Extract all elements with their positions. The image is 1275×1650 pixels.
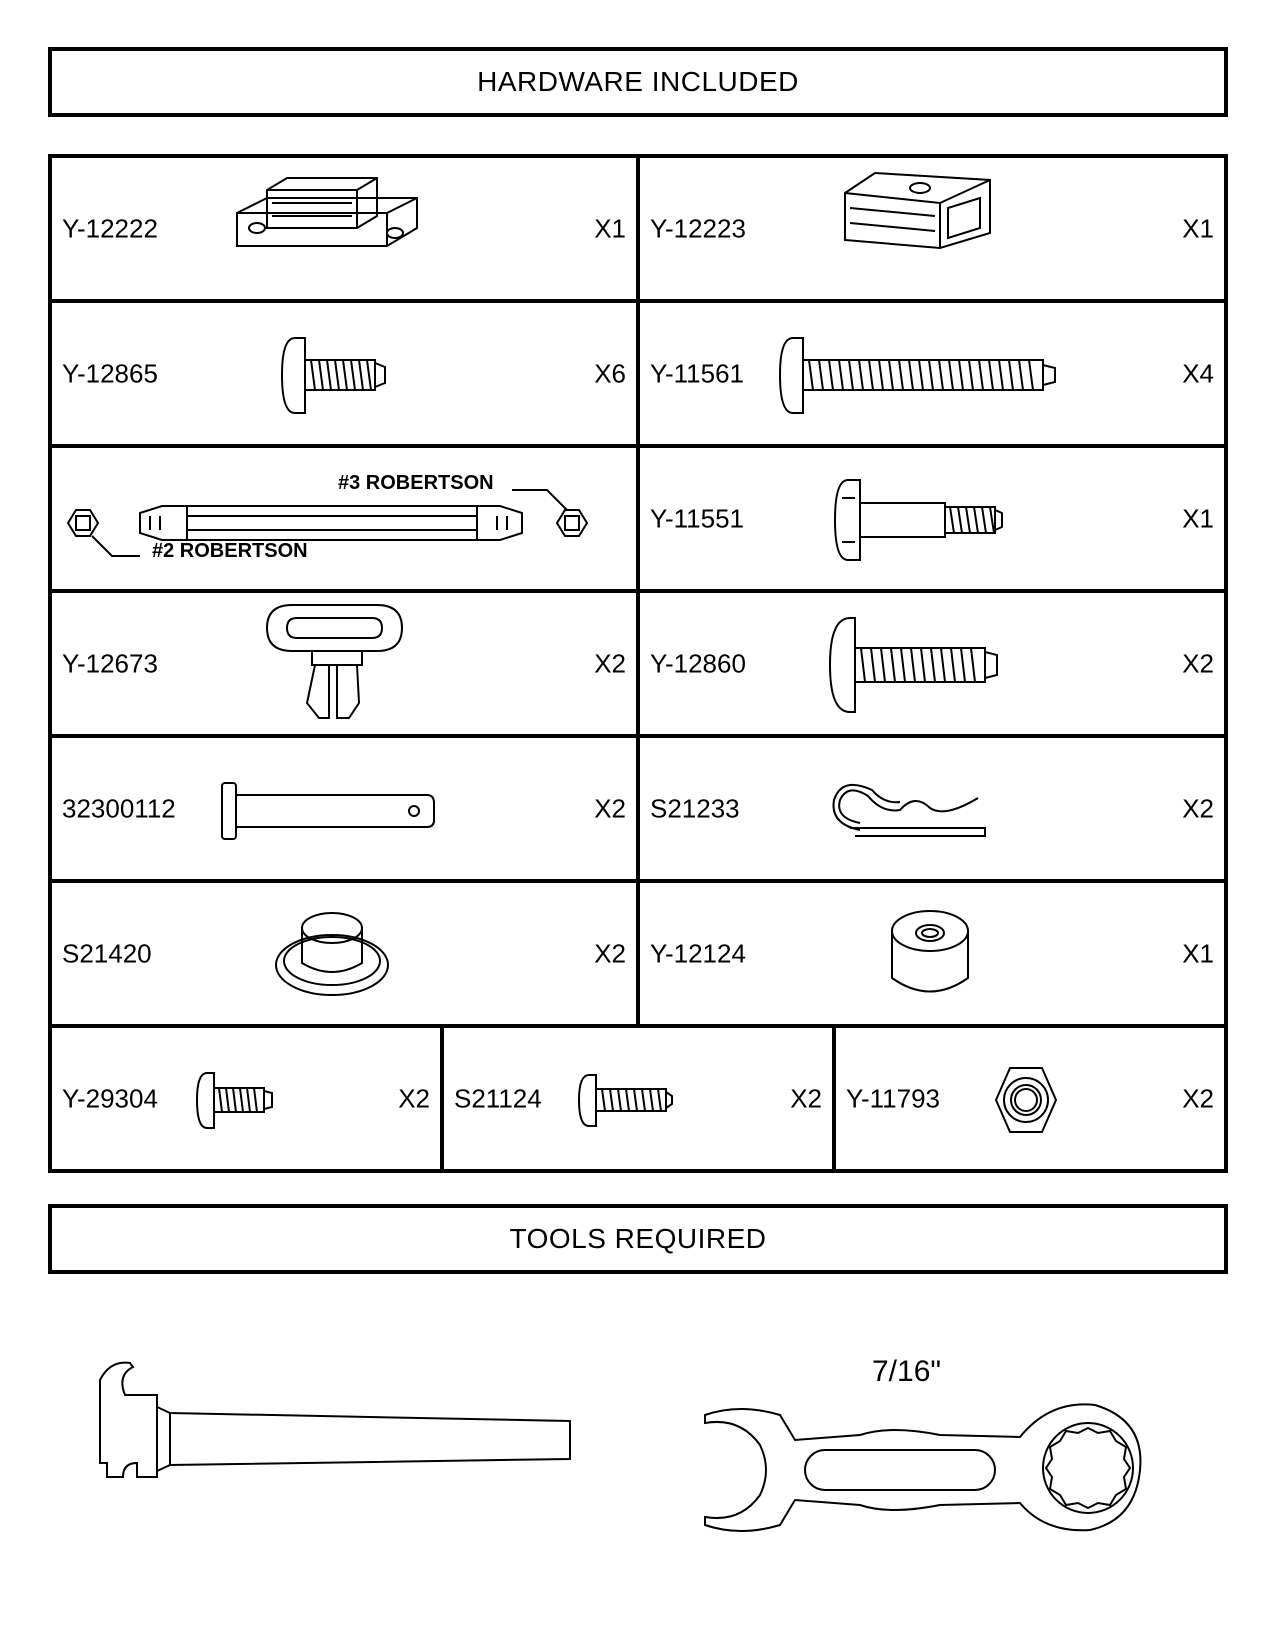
hardware-cell — [52, 158, 636, 299]
table-row — [52, 1024, 1224, 1169]
hardware-table — [48, 154, 1228, 1173]
hardware-cell — [636, 593, 1224, 734]
quantity: X2 — [398, 1083, 430, 1113]
table-row — [52, 158, 1224, 299]
part-number: S21124 — [454, 1083, 542, 1113]
hammer-icon — [95, 1355, 585, 1510]
quantity: X2 — [1182, 793, 1214, 823]
key-clip-icon — [257, 593, 407, 734]
quantity: X2 — [790, 1083, 822, 1113]
part-number: Y-12673 — [62, 648, 158, 678]
hardware-cell — [440, 1028, 832, 1169]
hardware-included-header — [48, 47, 1228, 117]
magnetic-catch-icon — [227, 158, 427, 299]
hardware-cell — [52, 1028, 440, 1169]
robertson-bit-icon — [52, 448, 632, 589]
wrench-icon — [700, 1395, 1150, 1550]
short-screw-icon — [277, 303, 397, 444]
quantity: X1 — [1182, 938, 1214, 968]
hex-nut-icon — [986, 1028, 1066, 1169]
quantity: X1 — [1182, 213, 1214, 243]
clevis-pin-icon — [212, 738, 452, 879]
long-screw-icon — [775, 303, 1065, 444]
hardware-cell — [52, 303, 636, 444]
quantity: X4 — [1182, 358, 1214, 388]
tapping-screw-icon — [574, 1028, 684, 1169]
part-number: Y-12124 — [650, 938, 746, 968]
hardware-cell — [52, 738, 636, 879]
part-number: Y-11561 — [650, 358, 744, 388]
quantity: X2 — [594, 793, 626, 823]
truss-screw-icon — [825, 593, 1015, 734]
part-number: Y-12860 — [650, 648, 746, 678]
catch-plate-icon — [830, 158, 1010, 299]
part-number: 32300112 — [62, 793, 176, 823]
hardware-cell — [636, 448, 1224, 589]
part-number: Y-12223 — [650, 213, 746, 243]
part-number: Y-29304 — [62, 1083, 158, 1113]
quantity: X2 — [594, 648, 626, 678]
push-cap-icon — [272, 883, 392, 1024]
robertson-3-label: #3 ROBERTSON — [338, 472, 494, 494]
quantity: X2 — [1182, 648, 1214, 678]
quantity: X2 — [1182, 1083, 1214, 1113]
part-number: S21233 — [650, 793, 740, 823]
hairpin-clip-icon — [830, 738, 1000, 879]
quantity: X2 — [594, 938, 626, 968]
part-number: S21420 — [62, 938, 152, 968]
table-row — [52, 299, 1224, 444]
table-row — [52, 734, 1224, 879]
part-number: Y-11551 — [650, 503, 744, 533]
hardware-cell — [636, 738, 1224, 879]
hardware-included-title: HARDWARE INCLUDED — [477, 66, 799, 97]
hardware-cell — [832, 1028, 1224, 1169]
part-number: Y-12222 — [62, 213, 158, 243]
tools-required-title: TOOLS REQUIRED — [509, 1223, 767, 1254]
wrench-size-label: 7/16" — [872, 1355, 942, 1388]
table-row — [52, 879, 1224, 1024]
quantity: X6 — [594, 358, 626, 388]
quantity: X1 — [1182, 503, 1214, 533]
tools-required-header — [48, 1204, 1228, 1274]
part-number: Y-11793 — [846, 1083, 940, 1113]
table-row — [52, 444, 1224, 589]
hardware-cell — [52, 593, 636, 734]
spacer-icon — [870, 883, 990, 1024]
small-screw-icon — [192, 1028, 282, 1169]
shoulder-bolt-icon — [830, 448, 1020, 589]
hardware-cell — [636, 883, 1224, 1024]
hardware-cell — [636, 158, 1224, 299]
part-number: Y-12865 — [62, 358, 158, 388]
hardware-cell — [52, 448, 636, 589]
quantity: X1 — [594, 213, 626, 243]
hardware-cell — [52, 883, 636, 1024]
robertson-2-label: #2 ROBERTSON — [152, 540, 308, 562]
hardware-cell — [636, 303, 1224, 444]
table-row — [52, 589, 1224, 734]
